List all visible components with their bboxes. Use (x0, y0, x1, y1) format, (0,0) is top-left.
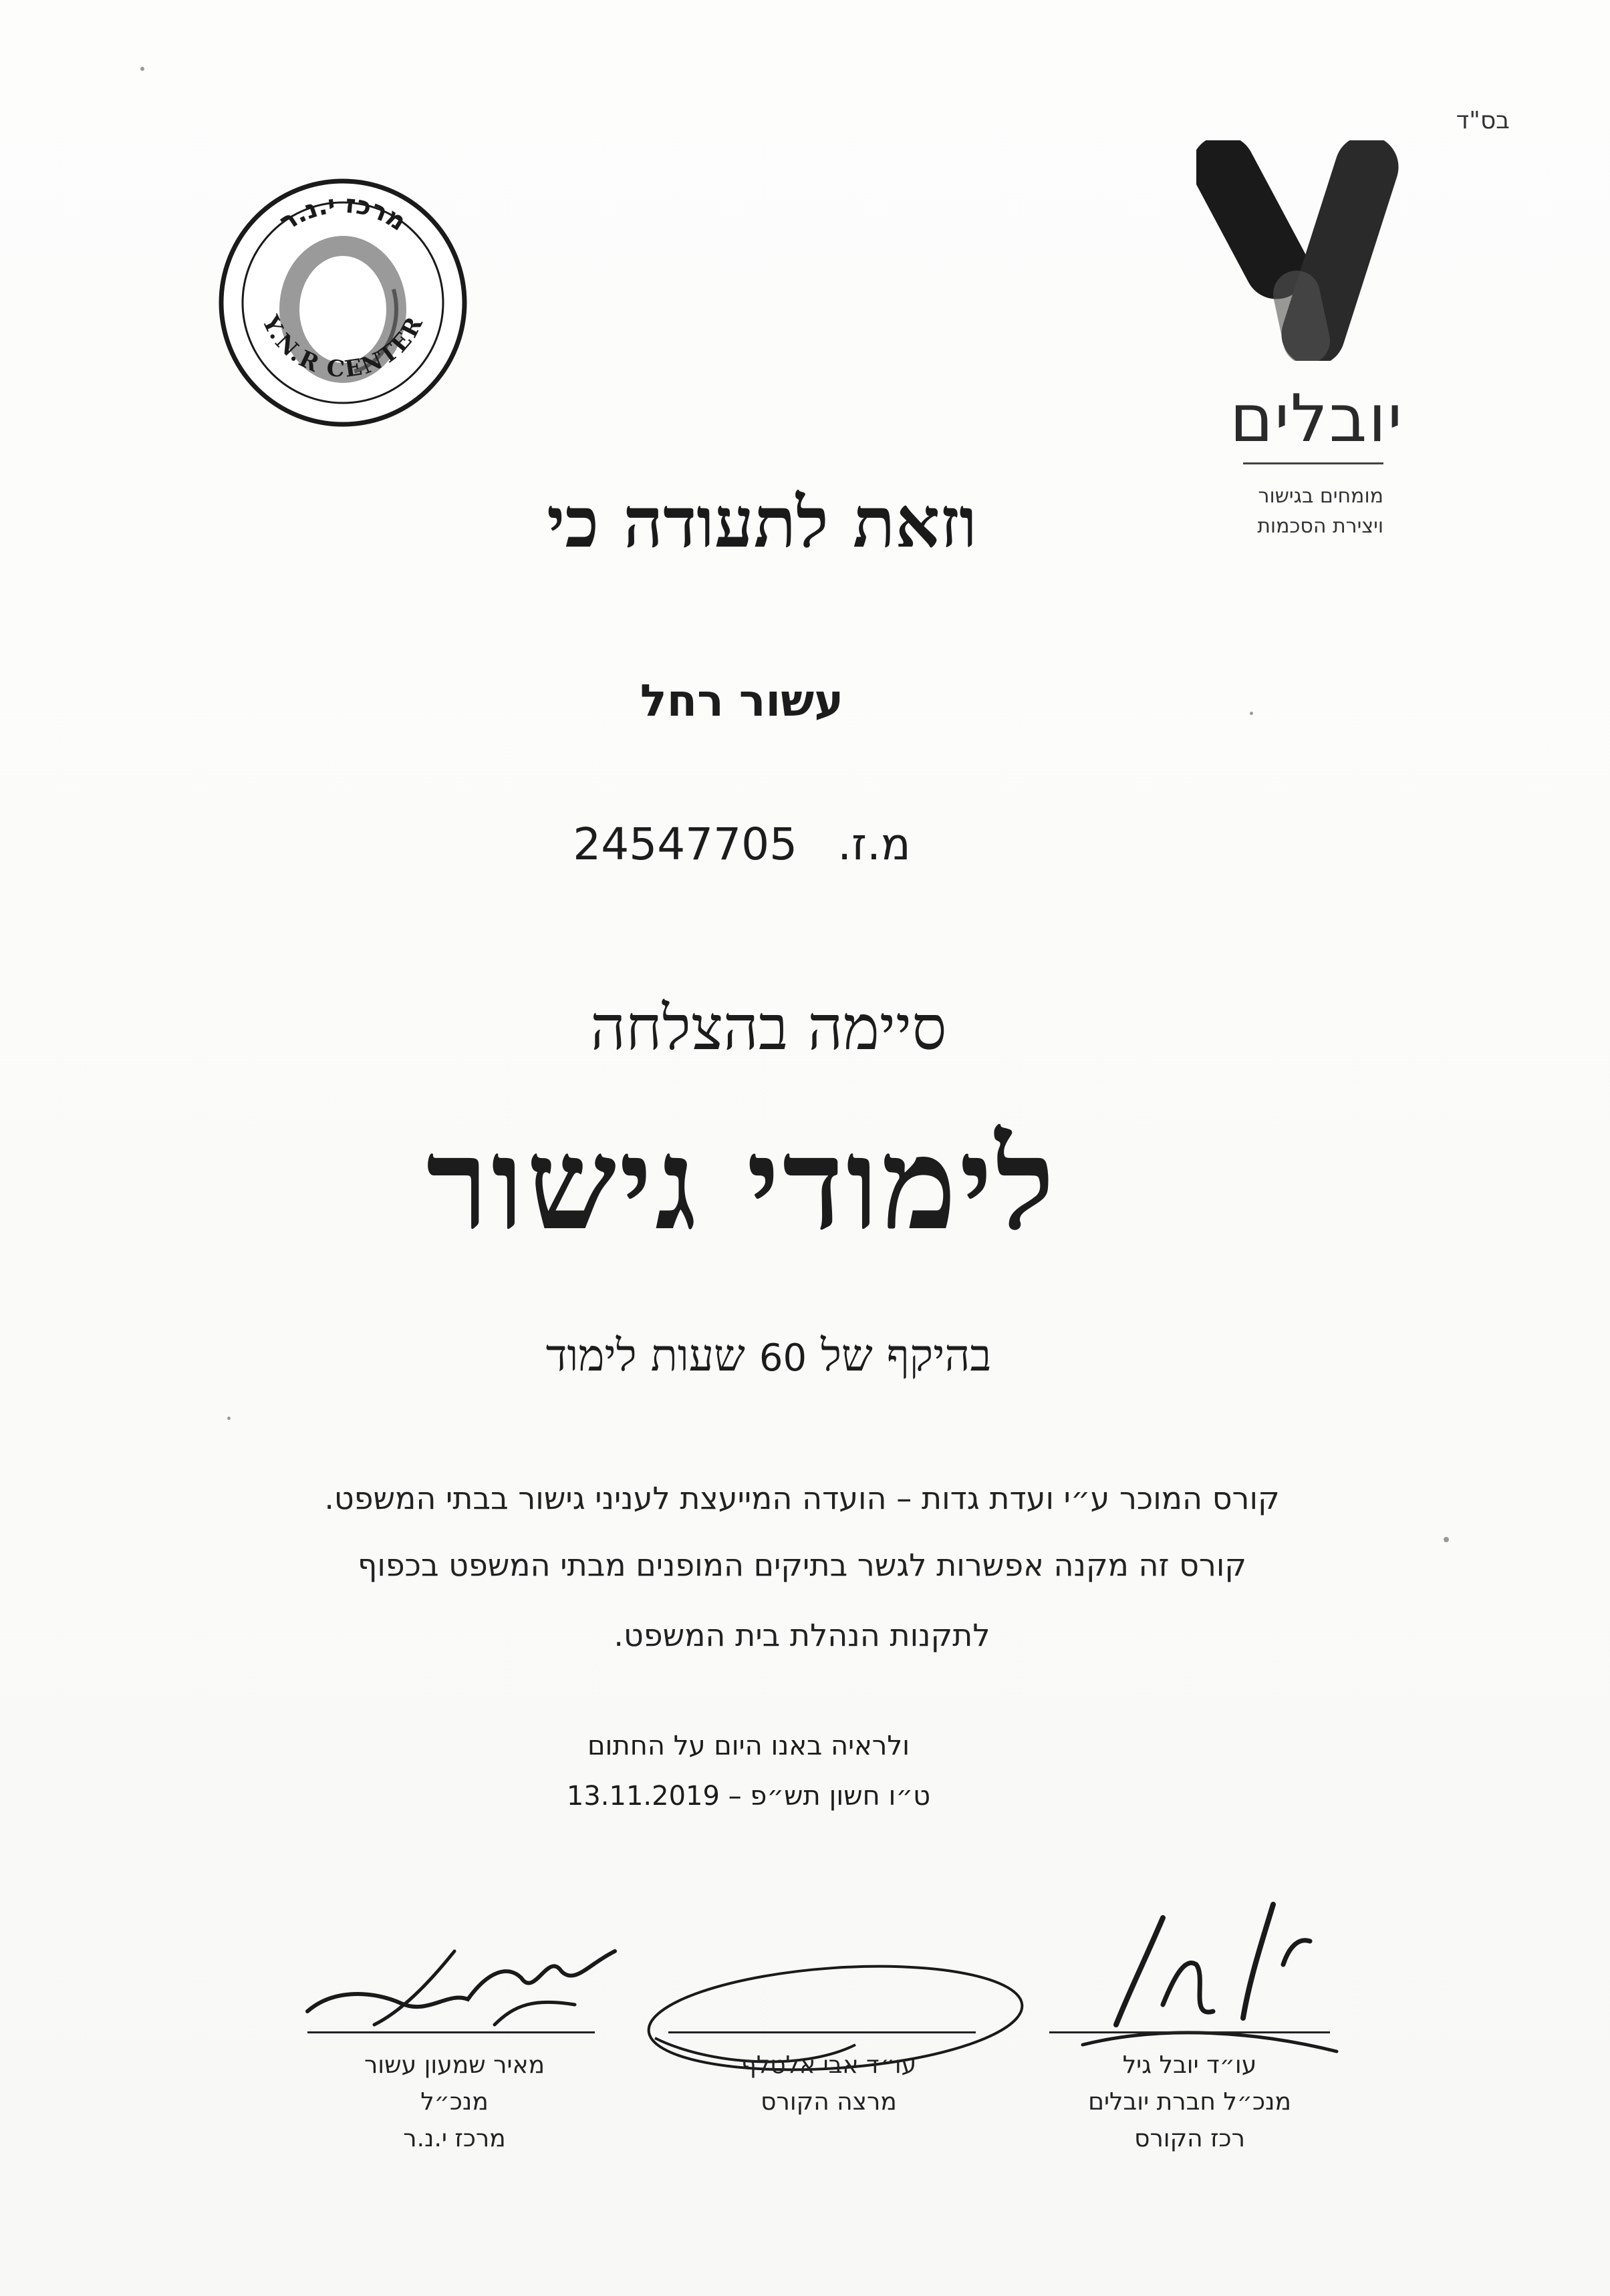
signature-line-left (307, 2031, 595, 2033)
signer-right-name: עו״ד יובל גיל (1122, 2051, 1257, 2079)
signer-left-title: מנכ״ל (420, 2088, 489, 2116)
ynr-top-text: מרכז י.נ.ר (273, 188, 412, 237)
scan-speck (140, 67, 144, 71)
hours-suffix: שעות לימוד (545, 1330, 745, 1381)
certificate-headline: וזאת לתעודה כי (547, 481, 977, 563)
signer-right-org: רכז הקורס (1134, 2125, 1245, 2152)
gregorian-date: 13.11.2019 (566, 1781, 720, 1812)
completed-text: סיימה בהצלחה (590, 992, 947, 1064)
ynr-bottom-text: Y.N.R CENTER (257, 311, 430, 384)
course-title: לימודי גישור (426, 1109, 1058, 1258)
signer-left-name: מאיר שמעון עשור (364, 2051, 545, 2079)
hours-number: 60 (759, 1336, 807, 1380)
scan-speck (1250, 712, 1253, 715)
signer-right-title: מנכ״ל חברת יובלים (1088, 2088, 1291, 2116)
signer-middle-name: עו״ד אבי אלטלף (741, 2051, 917, 2079)
scan-speck (1444, 1537, 1449, 1542)
witness-text: ולראיה באנו היום על החתום (587, 1731, 910, 1761)
hebrew-date: ט״ו חשון תש״פ (750, 1781, 931, 1812)
bsd-mark: בס"ד (1456, 107, 1510, 134)
body-line-1: קורס המוכר ע״י ועדת גדות – הועדה המייעצת לעניני גישור בבתי המשפט. (324, 1480, 1280, 1516)
signature-line-right (1049, 2031, 1330, 2033)
id-label: מ.ז. (837, 819, 911, 870)
ynr-center-logo (213, 172, 473, 433)
id-line (508, 819, 976, 870)
signer-middle-title: מרצה הקורס (761, 2088, 897, 2116)
signature-left-scribble (294, 1924, 628, 2045)
signature-right-scribble (1069, 1891, 1350, 2065)
date-line (374, 1781, 1123, 1812)
id-number: 24547705 (573, 819, 798, 870)
hours-line (401, 1330, 1136, 1382)
signature-line-middle (668, 2031, 976, 2033)
brand-divider (1243, 462, 1383, 464)
brand-tagline-1: מומחים בגישור (1258, 484, 1383, 508)
yuvalim-y-logo (1196, 140, 1424, 361)
brand-tagline-2: ויצירת הסכמות (1257, 515, 1383, 538)
hours-prefix: בהיקף של (821, 1330, 992, 1381)
scan-speck (227, 1417, 231, 1420)
recipient-name: עשור רחל (640, 675, 844, 726)
body-line-3: לתקנות הנהלת בית המשפט. (614, 1617, 990, 1653)
signer-left-org: מרכז י.נ.ר (403, 2125, 506, 2152)
body-line-2: קורס זה מקנה אפשרות לגשר בתיקים המופנים מבתי המשפט בכפוף (357, 1547, 1247, 1583)
brand-name: יובלים (1230, 381, 1403, 457)
date-dash: – (728, 1781, 742, 1812)
